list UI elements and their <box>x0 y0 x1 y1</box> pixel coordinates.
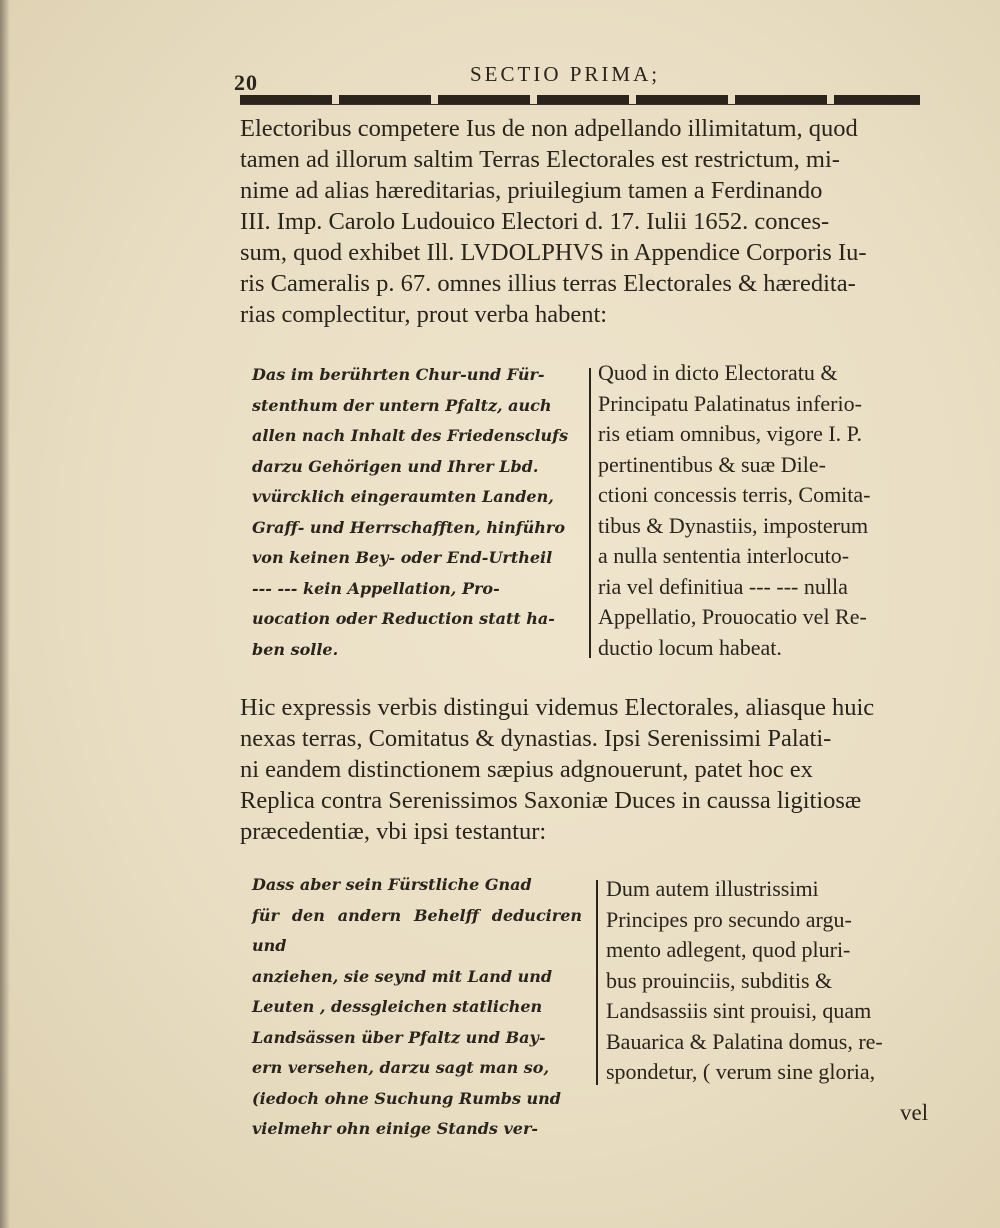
text-line: ductio locum habeat. <box>598 634 782 660</box>
text-line: Bauarica & Palatina domus, re- <box>606 1028 883 1054</box>
text-line: darzu Gehörigen und Ihrer Lbd. <box>252 456 539 476</box>
text-line: ern versehen, darzu sagt man so, <box>252 1058 550 1077</box>
text-line: Appellatio, Prouocatio vel Re- <box>598 604 867 629</box>
text-line: tamen ad illorum saltim Terras Electorales est restrictum, mi- <box>240 146 840 173</box>
quote-one-german <box>252 360 582 665</box>
text-line: pertinentibus & suæ Dile- <box>598 451 826 477</box>
text-line: Principatu Palatinatus inferio- <box>598 390 862 416</box>
text-line: spondetur, ( verum sine gloria, <box>606 1059 876 1084</box>
text-line: allen nach Inhalt des Friedensclufs <box>252 426 569 445</box>
text-line: --- --- kein Appellation, Pro- <box>252 578 500 598</box>
text-line: von keinen Bey- oder End-Urtheil <box>252 548 553 567</box>
text-line: Quod in dicto Electoratu & <box>598 360 838 385</box>
quote-two-latin <box>606 874 936 1088</box>
text-line: tibus & Dynastiis, imposterum <box>598 512 869 538</box>
catchword: vel <box>900 1100 929 1125</box>
text-line: Landsässen über Pfaltz und Bay- <box>252 1027 546 1047</box>
page-edge-shadow <box>0 0 10 1228</box>
text-line: (iedoch ohne Suchung Rumbs und <box>252 1088 561 1108</box>
text-line: stenthum der untern Pfaltz, auch <box>252 395 552 415</box>
text-line: Dum autem illustrissimi <box>606 876 819 901</box>
text-line: ris Cameralis p. 67. omnes illius terras Electorales & hæredita- <box>240 270 856 297</box>
text-line: Hic expressis verbis distingui videmus Electorales, aliasque huic <box>240 694 875 721</box>
text-line: ctioni concessis terris, Comita- <box>598 482 871 507</box>
text-line: Leuten , dessgleichen statlichen <box>252 997 543 1016</box>
text-line: Principes pro secundo argu- <box>606 906 852 932</box>
paragraph-one <box>240 113 926 330</box>
paragraph-two <box>240 692 926 847</box>
column-divider <box>589 368 591 658</box>
text-line: nexas terras, Comitatus & dynastias. Ipsi Serenissimi Palati- <box>240 725 832 752</box>
quote-one-latin <box>598 358 928 663</box>
text-line: Replica contra Serenissimos Saxoniæ Duces in caussa ligitiosæ <box>240 787 862 814</box>
text-line: Dass aber sein Fürstliche Gnad <box>252 875 532 894</box>
column-divider <box>596 880 598 1085</box>
header-rule <box>240 95 920 105</box>
quote-two-german <box>252 870 582 1145</box>
text-line: rias complectitur, prout verba habent: <box>240 301 608 328</box>
text-line: III. Imp. Carolo Ludouico Electori d. 17. Iulii 1652. conces- <box>240 208 830 235</box>
text-line: sum, quod exhibet Ill. LVDOLPHVS in Appendice Corporis Iu- <box>240 239 867 266</box>
page-number: 20 <box>234 70 258 95</box>
text-line: ris etiam omnibus, vigore I. P. <box>598 421 862 446</box>
text-line: für den andern Behelff deduciren und <box>252 905 582 955</box>
text-line: uocation oder Reduction statt ha- <box>252 609 555 628</box>
text-line: vielmehr ohn einige Stands ver- <box>252 1119 539 1138</box>
text-line: bus prouinciis, subditis & <box>606 967 833 993</box>
text-line: anziehen, sie seynd mit Land und <box>252 966 553 986</box>
text-line: vvürcklich eingeraumten Landen, <box>252 487 554 506</box>
text-line: Graff- und Herrschafften, hinführo <box>252 517 566 537</box>
text-line: a nulla sententia interlocuto- <box>598 543 850 568</box>
text-line: ria vel definitiua --- --- nulla <box>598 573 848 599</box>
text-line: mento adlegent, quod pluri- <box>606 937 851 962</box>
text-line: præcedentiæ, vbi ipsi testantur: <box>240 818 547 845</box>
text-line: Das im berührten Chur-und Für- <box>252 365 545 384</box>
text-line: nime ad alias hæreditarias, priuilegium tamen a Ferdinando <box>240 177 823 204</box>
text-line: Electoribus competere Ius de non adpellando illimitatum, quod <box>240 115 858 142</box>
text-line: Landsassiis sint prouisi, quam <box>606 998 872 1023</box>
text-line: ben solle. <box>252 639 339 659</box>
text-line: ni eandem distinctionem sæpius adgnouerunt, patet hoc ex <box>240 756 813 783</box>
running-title: SECTIO PRIMA; <box>470 62 661 86</box>
